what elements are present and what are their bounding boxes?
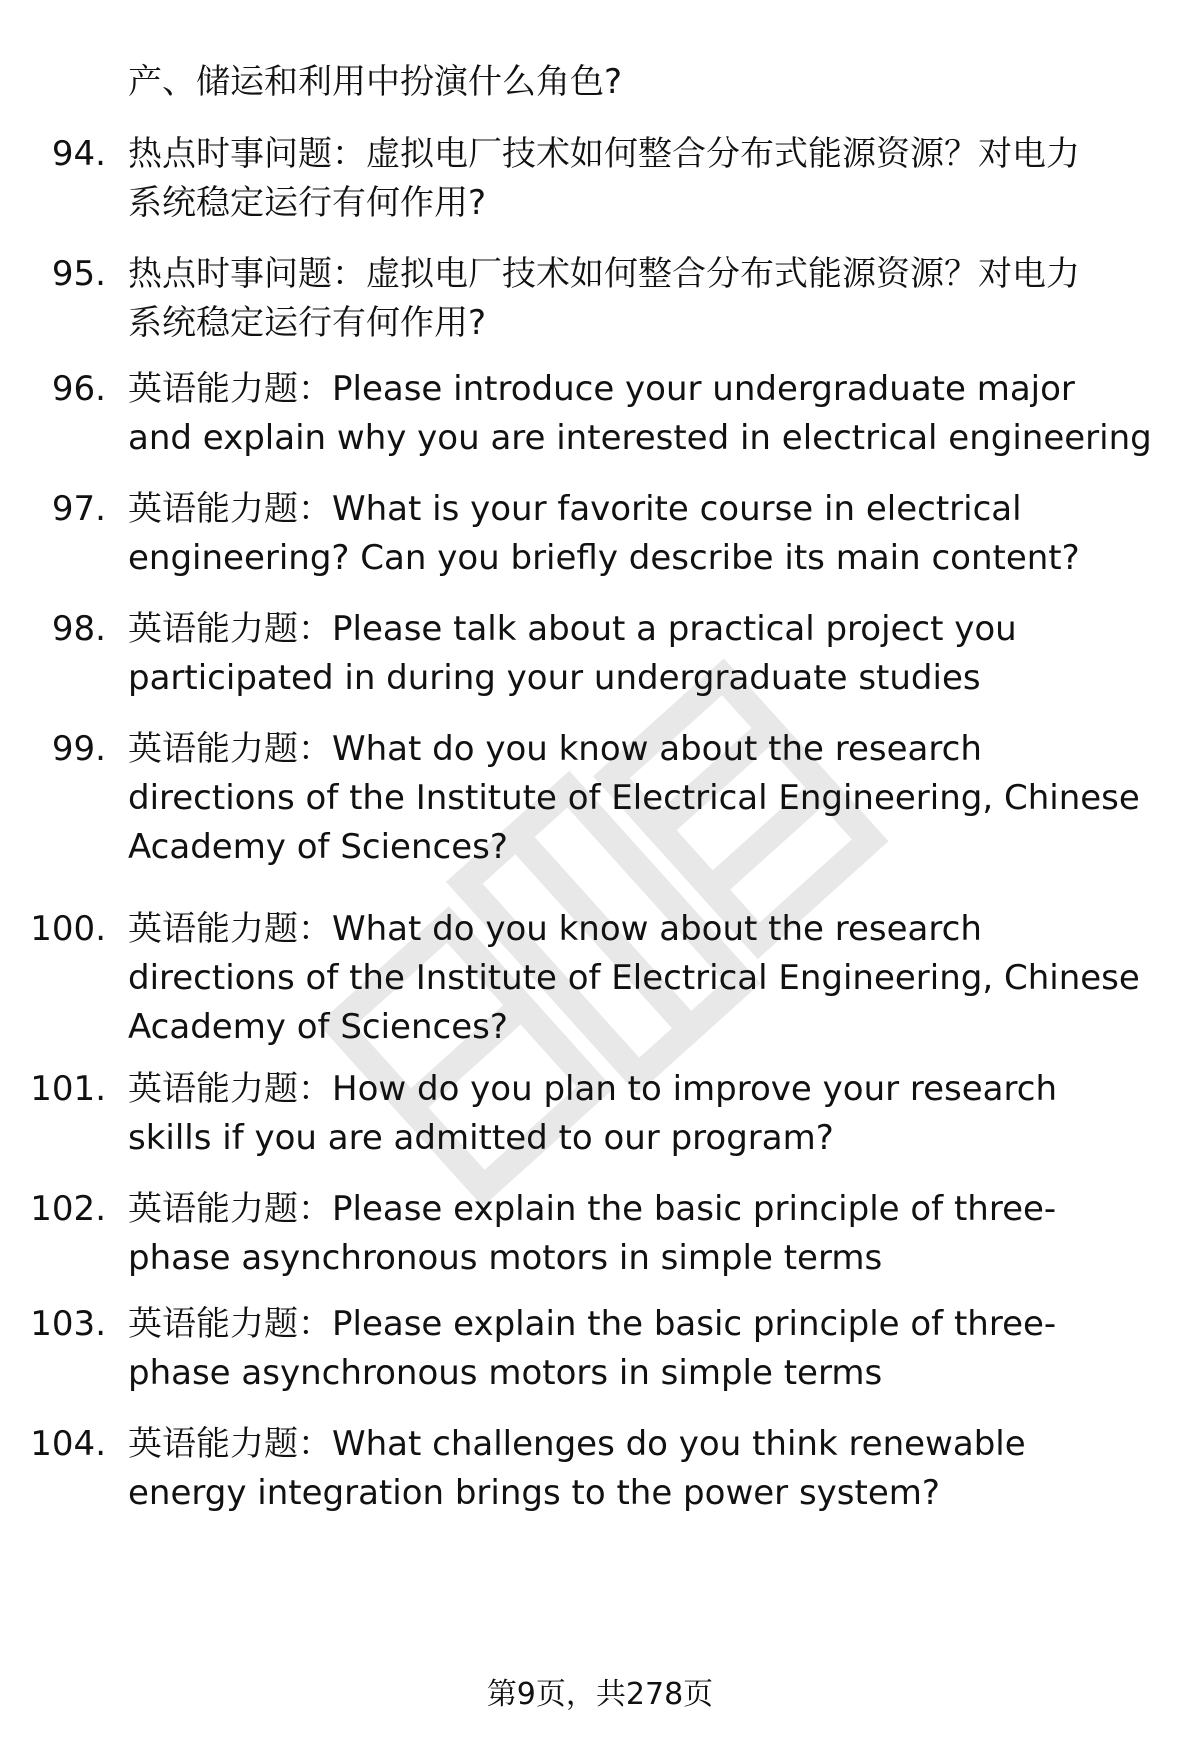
question-text [128, 605, 1168, 703]
question-text-line: 热点时事问题：虚拟电厂技术如何整合分布式能源资源？对电力 [128, 134, 1080, 174]
question-number: 102. [30, 1189, 106, 1229]
question-text-line: 系统稳定运行有何作用? [128, 183, 487, 223]
question-text [128, 1065, 1168, 1163]
question-text-line: Academy of Sciences? [128, 1007, 508, 1047]
question-number: 95. [51, 254, 106, 294]
question-text-line: 英语能力题：What challenges do you think renewable [128, 1424, 1026, 1464]
question-number: 101. [30, 1069, 106, 1109]
continued-question-text: 产、储运和利用中扮演什么角色? [128, 62, 623, 102]
question-text [128, 365, 1168, 463]
question-text-line: phase asynchronous motors in simple terms [128, 1353, 883, 1393]
question-text [128, 725, 1168, 872]
question-text-line: 英语能力题：What do you know about the research [128, 909, 982, 949]
question-text-line: 英语能力题：What do you know about the research [128, 729, 982, 769]
question-text [128, 1420, 1168, 1518]
question-text-line: 英语能力题：What is your favorite course in electrical [128, 489, 1022, 529]
question-text [128, 905, 1168, 1052]
question-text-line: engineering? Can you briefly describe its main content? [128, 538, 1080, 578]
question-text-line: 英语能力题：Please introduce your undergraduate major [128, 369, 1075, 409]
question-text-line: 英语能力题：Please talk about a practical project you [128, 609, 1017, 649]
question-number: 104. [30, 1424, 106, 1464]
question-text-line: 英语能力题：Please explain the basic principle of three- [128, 1304, 1057, 1344]
question-text [128, 1185, 1168, 1283]
question-text-line: energy integration brings to the power system? [128, 1473, 940, 1513]
question-number: 99. [51, 729, 106, 769]
question-number: 100. [30, 909, 106, 949]
question-number: 103. [30, 1304, 106, 1344]
question-text [128, 130, 1168, 228]
question-text [128, 1300, 1168, 1398]
question-number: 98. [51, 609, 106, 649]
question-text-line: 英语能力题：Please explain the basic principle of three- [128, 1189, 1057, 1229]
question-text-line: directions of the Institute of Electrical Engineering, Chinese [128, 958, 1140, 998]
question-text-line: skills if you are admitted to our program? [128, 1118, 834, 1158]
question-number: 96. [51, 369, 106, 409]
question-number: 94. [51, 134, 106, 174]
question-text-line: Academy of Sciences? [128, 827, 508, 867]
question-text-line: 系统稳定运行有何作用? [128, 303, 487, 343]
question-text [128, 250, 1168, 348]
question-text [128, 485, 1168, 583]
question-text-line: 热点时事问题：虚拟电厂技术如何整合分布式能源资源？对电力 [128, 254, 1080, 294]
question-text-line: participated in during your undergraduate studies [128, 658, 981, 698]
question-text-line: directions of the Institute of Electrical Engineering, Chinese [128, 778, 1140, 818]
question-text-line: 英语能力题：How do you plan to improve your research [128, 1069, 1057, 1109]
question-text-line: phase asynchronous motors in simple terms [128, 1238, 883, 1278]
question-text-line: and explain why you are interested in electrical engineering [128, 418, 1152, 458]
page-footer: 第9页，共278页 [486, 1677, 714, 1712]
question-number: 97. [51, 489, 106, 529]
